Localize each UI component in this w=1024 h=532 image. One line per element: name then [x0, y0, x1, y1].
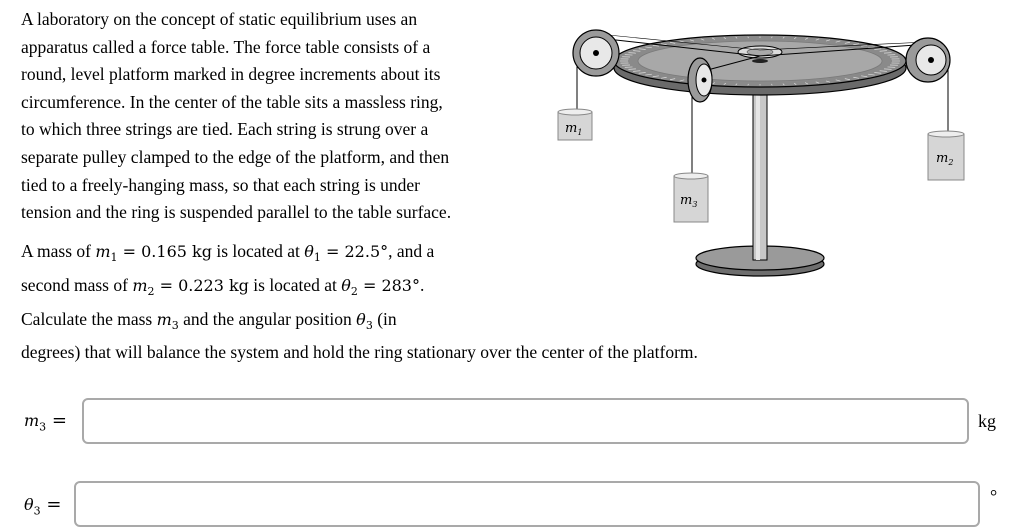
center-mark: [752, 59, 768, 63]
theta1-value: = 22.5°: [320, 242, 389, 261]
theta2-symbol: [341, 275, 358, 298]
subscript: 1: [313, 251, 321, 265]
theta3-symbol: [356, 309, 373, 332]
mass-2-top: [928, 131, 964, 137]
problem-intro: [21, 6, 541, 227]
text-fragment: and the angular position: [178, 308, 357, 329]
intro-line: separate pulley clamped to the edge of the platform, and then: [21, 146, 450, 167]
text-fragment: is located at: [211, 241, 305, 261]
intro-line: circumference. In the center of the table sits a massless ring,: [21, 91, 443, 112]
text-fragment: (in: [372, 308, 397, 329]
m3-symbol: [156, 309, 179, 332]
pulley-1-axle: [593, 50, 599, 56]
text-fragment: Calculate the mass: [21, 308, 157, 329]
m3-answer-label: [24, 410, 67, 434]
intro-line: A laboratory on the concept of static equilibrium uses an: [21, 9, 418, 29]
question-line-4: degrees) that will balance the system and hold the ring stationary over the center of the platform.: [21, 342, 698, 363]
theta1-symbol: [304, 242, 321, 265]
mass-1-top: [558, 109, 592, 115]
m3-input[interactable]: [82, 398, 969, 444]
subscript: 3: [33, 504, 41, 518]
symbol: m: [24, 411, 40, 430]
pulley-2-axle: [928, 57, 934, 63]
text-fragment: .: [419, 274, 425, 295]
m1-symbol: [95, 242, 118, 265]
intro-line: apparatus called a force table. The force table consists of a: [21, 36, 431, 57]
mass-3-label: $m_3$: [680, 193, 698, 209]
table-post-highlight: [756, 90, 760, 260]
subscript: 2: [147, 284, 155, 298]
subscript: 3: [171, 318, 179, 332]
theta3-input[interactable]: [74, 481, 980, 527]
subscript: 3: [39, 420, 47, 434]
mass-3-top: [674, 173, 708, 179]
pulley-3-axle: [702, 78, 707, 83]
symbol: θ: [24, 495, 34, 514]
text-fragment: , and a: [388, 241, 435, 261]
equals-sign: =: [46, 410, 67, 431]
equals-sign: =: [40, 494, 62, 515]
intro-line: tension and the ring is suspended parallel to the table surface.: [21, 202, 452, 223]
force-table-illustration: [550, 20, 990, 280]
text-fragment: second mass of: [21, 274, 133, 295]
intro-line: tied to a freely-hanging mass, so that each string is under: [21, 174, 420, 195]
theta2-value: = 283°: [357, 275, 420, 295]
subscript: 1: [110, 251, 118, 265]
symbol: m: [156, 309, 172, 329]
subscript: 2: [350, 284, 358, 298]
text-fragment: is located at: [248, 274, 342, 295]
intro-line: to which three strings are tied. Each string is strung over a: [21, 119, 429, 140]
m2-value: = 0.223 kg: [154, 275, 249, 295]
symbol: θ: [341, 275, 351, 295]
mass-1-label: $m_1$: [565, 121, 583, 137]
theta3-unit: °: [990, 486, 998, 506]
mass-2-label: $m_2$: [936, 151, 954, 167]
intro-line: round, level platform marked in degree increments about its: [21, 64, 441, 85]
symbol: m: [95, 242, 111, 261]
m3-unit: kg: [978, 411, 996, 431]
symbol: θ: [304, 242, 314, 261]
subscript: 3: [365, 318, 373, 332]
question-line-3: [21, 306, 1011, 340]
text-fragment: A mass of: [21, 241, 96, 261]
theta3-answer-label: [24, 494, 61, 518]
symbol: m: [132, 275, 148, 295]
m1-value: = 0.165 kg: [117, 242, 212, 261]
symbol: θ: [356, 309, 366, 329]
m2-symbol: [132, 275, 155, 298]
